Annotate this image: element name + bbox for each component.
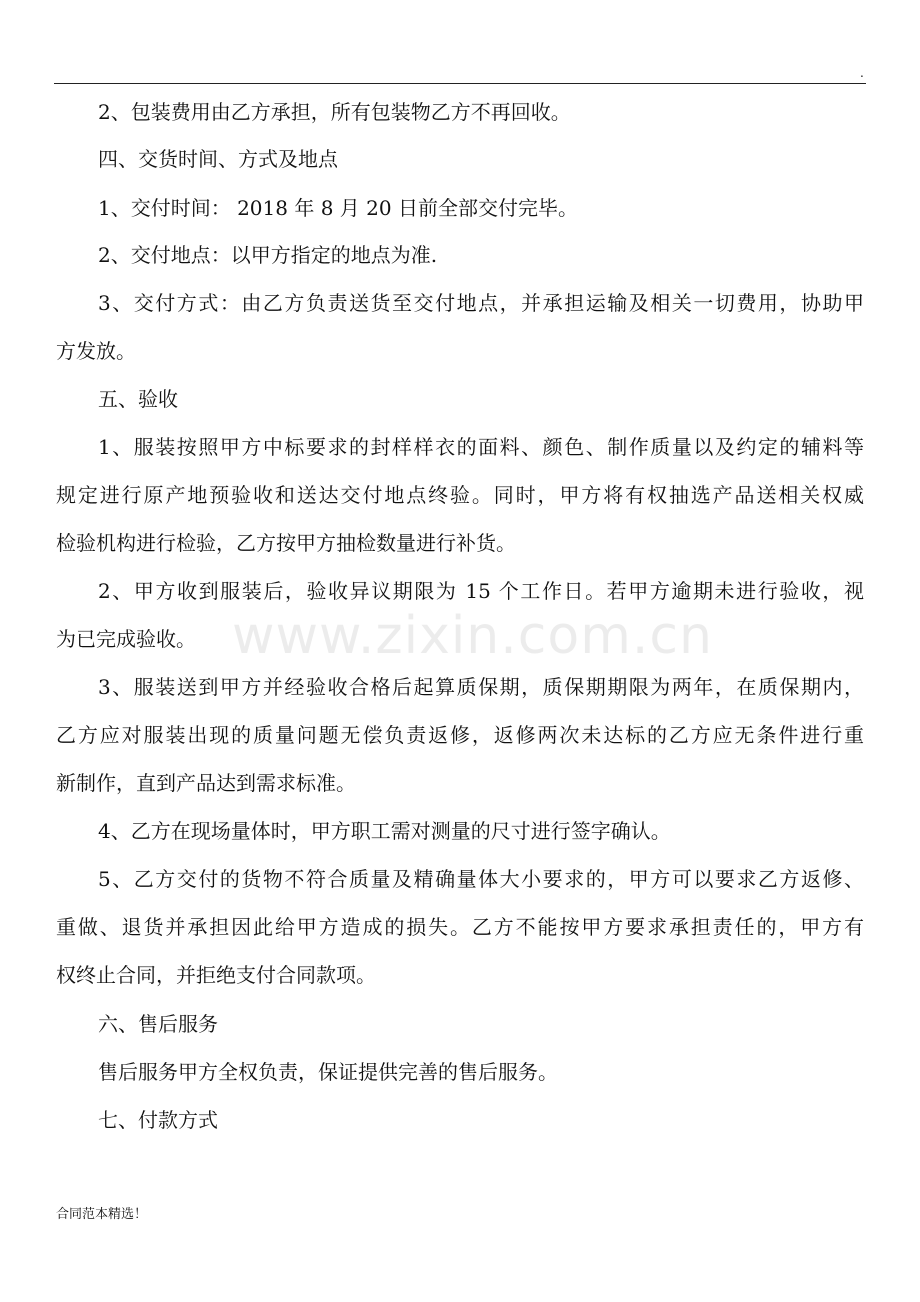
body-line: 1、交付时间： 2018 年 8 月 20 日前全部交付完毕。 — [98, 196, 578, 220]
body-line: 4、乙方在现场量体时，甲方职工需对测量的尺寸进行签字确认。 — [98, 819, 671, 843]
section-heading: 五、验收 — [98, 387, 178, 411]
header-rule — [54, 83, 866, 84]
section-heading: 七、付款方式 — [98, 1108, 218, 1132]
body-line: 规定进行原产地预验收和送达交付地点终验。同时，甲方将有权抽选产品送相关权威 — [56, 483, 864, 507]
section-heading: 六、售后服务 — [98, 1012, 218, 1036]
body-line: 2、甲方收到服装后，验收异议期限为 15 个工作日。若甲方逾期未进行验收，视 — [98, 579, 864, 603]
footer-note: 合同范本精选！ — [56, 1207, 148, 1222]
body-line: 3、交付方式：由乙方负责送货至交付地点，并承担运输及相关一切费用，协助甲 — [98, 291, 864, 315]
body-line: 权终止合同，并拒绝支付合同款项。 — [56, 963, 376, 987]
body-line: 检验机构进行检验，乙方按甲方抽检数量进行补货。 — [56, 531, 516, 555]
body-line: 重做、退货并承担因此给甲方造成的损失。乙方不能按甲方要求承担责任的，甲方有 — [56, 915, 864, 939]
body-line: 方发放。 — [56, 339, 136, 363]
body-line: 1、服装按照甲方中标要求的封样样衣的面料、颜色、制作质量以及约定的辅料等 — [98, 435, 864, 459]
body-line: 5、乙方交付的货物不符合质量及精确量体大小要求的，甲方可以要求乙方返修、 — [98, 867, 864, 891]
section-heading: 四、交货时间、方式及地点 — [98, 147, 338, 171]
body-line: 新制作，直到产品达到需求标准。 — [56, 771, 356, 795]
body-line: 乙方应对服装出现的质量问题无偿负责返修，返修两次未达标的乙方应无条件进行重 — [56, 723, 864, 747]
body-line: 2、交付地点：以甲方指定的地点为准. — [98, 243, 438, 267]
watermark: www.zixin.com.cn — [232, 606, 713, 666]
body-line: 为已完成验收。 — [56, 627, 196, 651]
header-dot: . — [860, 66, 864, 80]
body-line: 售后服务甲方全权负责，保证提供完善的售后服务。 — [98, 1060, 558, 1084]
body-line: 3、服装送到甲方并经验收合格后起算质保期，质保期期限为两年，在质保期内， — [98, 675, 864, 699]
body-line: 2、包装费用由乙方承担，所有包装物乙方不再回收。 — [98, 100, 571, 124]
